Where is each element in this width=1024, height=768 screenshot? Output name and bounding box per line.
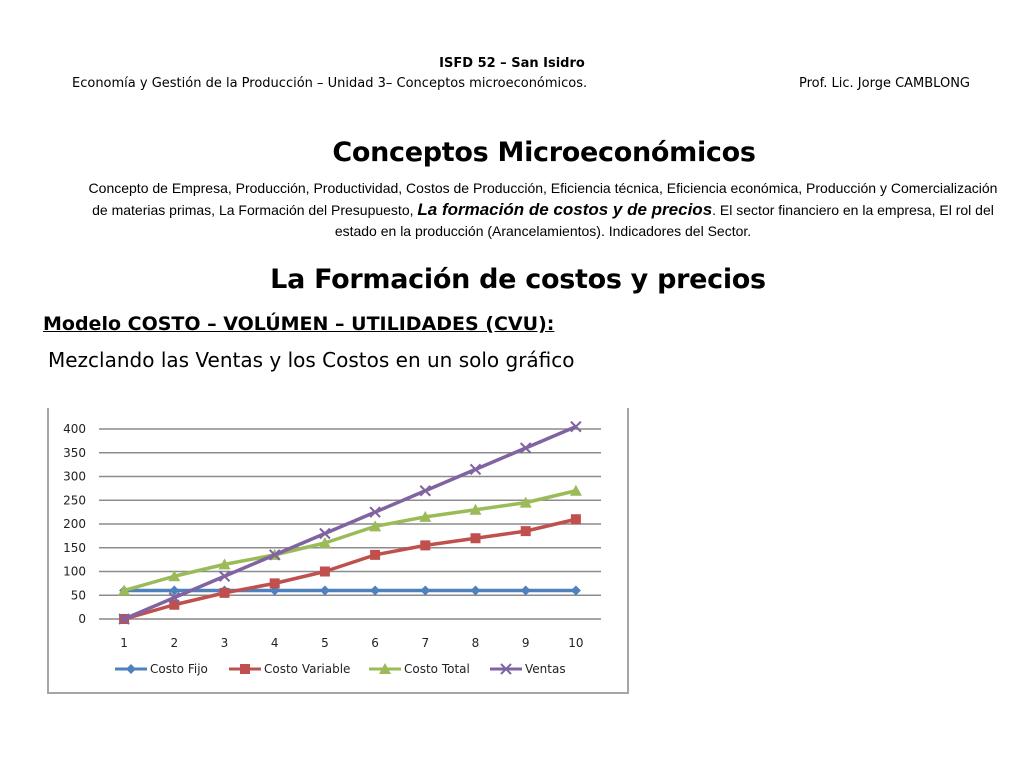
point-costo-variable <box>521 526 531 536</box>
series-line-costo-total <box>124 491 576 591</box>
x-tick-label: 1 <box>120 636 128 650</box>
y-tick-label: 0 <box>78 612 86 626</box>
x-tick-label: 10 <box>568 636 584 650</box>
legend-label-costo-total: Costo Total <box>404 662 470 676</box>
x-tick-label: 2 <box>170 636 179 650</box>
point-costo-fijo <box>471 586 481 596</box>
professor-name: Prof. Lic. Jorge CAMBLONG <box>799 76 970 91</box>
legend-label-costo-fijo: Costo Fijo <box>150 662 208 676</box>
y-tick-label: 200 <box>63 517 86 531</box>
point-costo-variable <box>420 540 430 550</box>
intro-paragraph <box>88 178 998 242</box>
point-costo-fijo <box>521 586 531 596</box>
x-tick-label: 5 <box>321 636 329 650</box>
y-tick-label: 100 <box>63 564 86 579</box>
cvu-chart <box>47 408 629 694</box>
x-tick-label: 6 <box>371 636 379 650</box>
point-costo-fijo <box>370 586 380 596</box>
y-tick-label: 300 <box>63 469 86 484</box>
legend-label-costo-variable: Costo Variable <box>264 662 351 676</box>
institution-title: ISFD 52 – San Isidro <box>439 56 585 71</box>
legend-marker-costo-variable <box>240 664 250 674</box>
intro-emphasis: La formación de costos y de precios <box>417 200 713 219</box>
x-tick-label: 9 <box>521 636 530 650</box>
x-tick-label: 8 <box>471 636 480 650</box>
intro-text-part2: . El sector financiero en la empresa, El rol del estado en la producción (Arancelamientos). Indicadores del Sector. <box>334 202 994 239</box>
point-costo-variable <box>370 550 380 560</box>
model-title: Modelo COSTO – VOLÚMEN – UTILIDADES (CVU): <box>43 313 555 335</box>
x-tick-label: 3 <box>220 636 229 650</box>
legend-marker-costo-fijo <box>126 664 136 674</box>
subtitle: Mezclando las Ventas y los Costos en un solo gráfico <box>48 348 575 372</box>
y-tick-label: 250 <box>63 493 86 508</box>
y-tick-label: 350 <box>63 445 86 460</box>
point-costo-variable <box>320 567 330 577</box>
section-title: La Formación de costos y precios <box>270 264 766 295</box>
y-tick-label: 50 <box>70 588 86 603</box>
main-title: Conceptos Microeconómicos <box>332 137 756 168</box>
y-tick-label: 150 <box>63 540 86 555</box>
y-tick-label: 400 <box>63 422 86 436</box>
x-tick-label: 7 <box>421 636 430 650</box>
point-costo-variable <box>471 533 481 543</box>
point-costo-variable <box>270 578 280 588</box>
point-costo-variable <box>571 514 581 524</box>
point-costo-fijo <box>420 586 430 596</box>
x-tick-label: 4 <box>270 636 279 650</box>
cvu-chart-svg <box>49 408 627 692</box>
point-costo-fijo <box>320 586 330 596</box>
legend-label-ventas: Ventas <box>525 662 566 676</box>
point-costo-variable <box>220 588 230 598</box>
course-title: Economía y Gestión de la Producción – Unidad 3– Conceptos microeconómicos. <box>72 76 588 91</box>
intro-text-part1: Concepto de Empresa, Producción, Productividad, Costos de Producción, Eficiencia técnica, Eficiencia económica, Producción y Comercialización de materias primas, La Formación del Presupuesto, <box>88 180 998 218</box>
point-costo-fijo <box>571 586 581 596</box>
